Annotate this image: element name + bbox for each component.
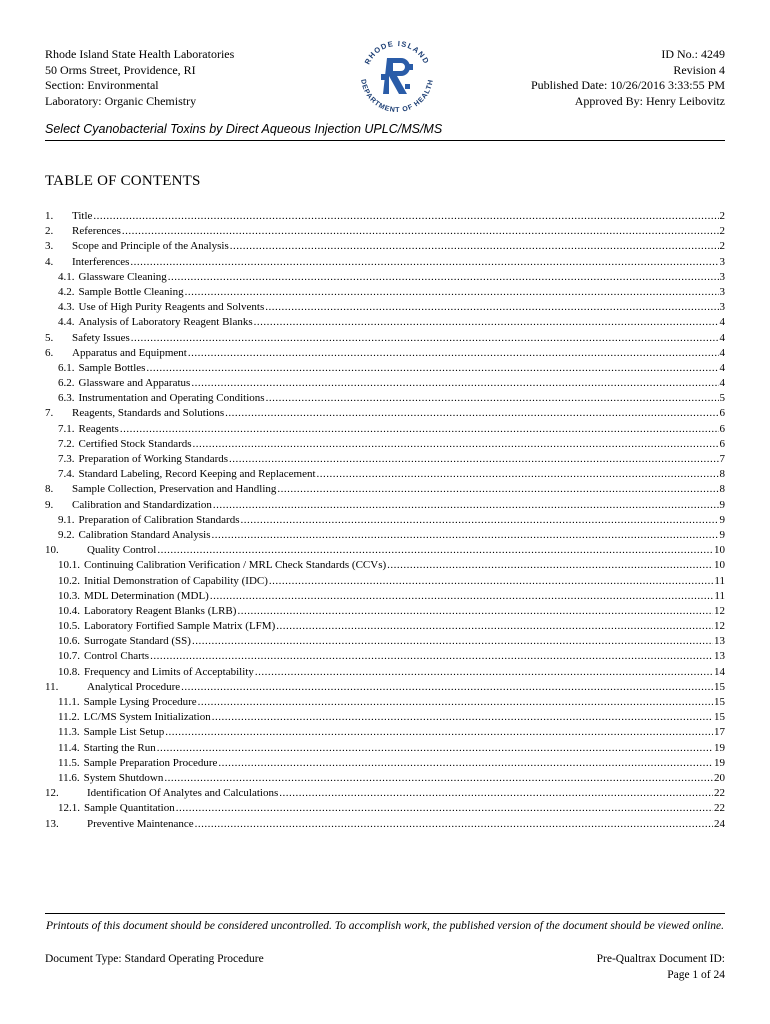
id-number: ID No.: 4249 — [661, 47, 725, 61]
toc-entry[interactable] — [45, 376, 725, 391]
toc-dot-leader — [185, 285, 719, 300]
toc-entry-page: 3 — [719, 301, 725, 314]
toc-entry-number: 10.8. — [58, 665, 80, 678]
toc-entry[interactable] — [45, 665, 725, 680]
toc-entry-title: Laboratory Fortified Sample Matrix (LFM) — [84, 620, 276, 633]
toc-entry[interactable] — [45, 300, 725, 315]
toc-entry[interactable] — [45, 224, 725, 239]
toc-dot-leader — [317, 467, 719, 482]
footer-divider — [45, 913, 725, 914]
toc-dot-leader — [193, 437, 719, 452]
toc-dot-leader — [195, 817, 713, 832]
toc-entry-title: Starting the Run — [83, 741, 156, 754]
toc-entry-number: 9.1. — [58, 513, 75, 526]
toc-dot-leader — [192, 634, 713, 649]
toc-entry[interactable] — [45, 589, 725, 604]
revision: Revision 4 — [673, 62, 725, 77]
toc-entry-title: MDL Determination (MDL) — [84, 589, 209, 602]
toc-entry-page: 4 — [719, 316, 725, 329]
toc-entry-page: 22 — [714, 802, 725, 815]
toc-entry[interactable] — [45, 741, 725, 756]
footer-disclaimer: Printouts of this document should be considered uncontrolled. To accomplish work, the published version of the document should be viewed online. — [45, 920, 725, 932]
toc-entry-number: 10.2. — [58, 574, 80, 587]
toc-entry-number: 4. — [45, 255, 54, 268]
toc-entry-page: 7 — [719, 453, 725, 465]
toc-entry-page: 11 — [714, 589, 725, 602]
approved-by: Approved By: Henry Leibovitz — [574, 93, 725, 108]
toc-entry-number: 4.2. — [58, 285, 75, 298]
toc-entry[interactable] — [45, 361, 725, 376]
toc-entry-number: 2. — [45, 225, 54, 238]
toc-entry-page: 12 — [714, 620, 725, 633]
toc-dot-leader — [157, 543, 713, 558]
toc-dot-leader — [255, 665, 713, 680]
toc-entry-title: System Shutdown — [83, 771, 164, 784]
pre-qualtrax-id: Pre-Qualtrax Document ID: — [596, 953, 725, 965]
toc-entry-number: 5. — [45, 331, 54, 344]
toc-entry[interactable] — [45, 437, 725, 452]
toc-entry-title: Use of High Purity Reagents and Solvents — [78, 301, 265, 314]
toc-entry-title: Reagents, Standards and Solutions — [72, 407, 225, 420]
toc-dot-leader — [225, 406, 718, 421]
toc-entry-page: 20 — [714, 771, 725, 784]
toc-entry-number: 7. — [45, 407, 54, 420]
toc-entry[interactable] — [45, 649, 725, 664]
toc-dot-leader — [188, 346, 719, 361]
toc-entry-title: Sample Lysing Procedure — [83, 696, 197, 708]
toc-entry-page: 19 — [714, 741, 725, 754]
toc-entry[interactable] — [45, 528, 725, 543]
toc-entry-title: Laboratory Reagent Blanks (LRB) — [84, 604, 237, 617]
toc-entry-number: 13. — [45, 817, 59, 830]
toc-entry-title: Certified Stock Standards — [78, 437, 192, 450]
toc-entry-number: 7.1. — [58, 422, 75, 435]
toc-dot-leader — [211, 528, 718, 543]
toc-dot-leader — [165, 725, 713, 740]
toc-entry-number: 1. — [45, 210, 54, 222]
toc-entry-page: 2 — [719, 210, 725, 222]
toc-entry-title: Preparation of Working Standards — [78, 453, 229, 465]
toc-entry-number: 11.2. — [58, 711, 80, 724]
toc-entry-number: 9.2. — [58, 528, 75, 541]
toc-entry[interactable] — [45, 331, 725, 346]
toc-dot-leader — [146, 361, 718, 376]
header-lab-info — [45, 47, 234, 109]
org-name: Rhode Island State Health Laboratories — [45, 47, 235, 61]
toc-dot-leader — [150, 649, 713, 664]
toc-entry-title: Apparatus and Equipment — [72, 346, 187, 359]
toc-entry-page: 13 — [714, 635, 725, 648]
toc-entry-title: Sample Bottles — [78, 361, 146, 374]
toc-entry-title: Instrumentation and Operating Conditions — [78, 392, 265, 405]
toc-dot-leader — [213, 498, 719, 513]
toc-entry-number: 6.2. — [58, 377, 75, 390]
toc-entry-title: LC/MS System Initialization — [83, 711, 211, 724]
table-of-contents — [45, 209, 725, 832]
toc-entry[interactable] — [45, 391, 725, 406]
toc-entry[interactable] — [45, 695, 725, 710]
toc-dot-leader — [198, 695, 713, 710]
document-title: Select Cyanobacterial Toxins by Direct Aqueous Injection UPLC/MS/MS — [45, 122, 443, 136]
toc-entry-page: 3 — [719, 255, 725, 268]
svg-text:RHODE ISLAND: RHODE ISLAND — [362, 38, 432, 66]
toc-entry-number: 7.2. — [58, 437, 75, 450]
toc-entry[interactable] — [45, 209, 725, 224]
toc-dot-leader — [241, 513, 719, 528]
toc-entry-title: Sample Bottle Cleaning — [78, 285, 184, 298]
toc-entry[interactable] — [45, 498, 725, 513]
toc-entry[interactable] — [45, 422, 725, 437]
toc-entry-title: Standard Labeling, Record Keeping and Replacement — [78, 468, 316, 481]
toc-entry-title: Preventive Maintenance — [87, 817, 194, 830]
toc-entry-title: Reagents — [78, 422, 119, 435]
toc-entry-title: Initial Demonstration of Capability (IDC) — [84, 574, 268, 587]
toc-entry-page: 4 — [719, 377, 725, 390]
toc-entry-number: 4.1. — [58, 270, 75, 283]
toc-entry-page: 2 — [719, 225, 725, 238]
toc-entry-number: 11. — [45, 680, 59, 693]
toc-entry-number: 6.1. — [58, 361, 75, 374]
toc-entry-page: 12 — [714, 604, 725, 617]
toc-entry[interactable] — [45, 270, 725, 285]
org-address: 50 Orms Street, Providence, RI — [45, 62, 196, 77]
toc-entry[interactable] — [45, 786, 725, 801]
toc-dot-leader — [164, 771, 713, 786]
toc-entry-number: 10.6. — [58, 635, 80, 648]
toc-entry-title: Scope and Principle of the Analysis — [72, 240, 229, 253]
header-divider — [45, 140, 725, 141]
toc-entry-number: 4.4. — [58, 316, 75, 329]
toc-entry-number: 4.3. — [58, 301, 75, 314]
toc-entry-title: Continuing Calibration Verification / MRL Check Standards (CCVs) — [84, 559, 387, 572]
toc-dot-leader — [277, 482, 718, 497]
toc-entry-page: 6 — [719, 422, 725, 435]
toc-entry[interactable] — [45, 619, 725, 634]
toc-entry-number: 10.7. — [58, 650, 80, 663]
toc-entry-page: 22 — [714, 787, 725, 800]
toc-entry-page: 3 — [719, 270, 725, 283]
toc-dot-leader — [229, 452, 718, 467]
toc-entry-title: Surrogate Standard (SS) — [84, 635, 191, 648]
document-type: Document Type: Standard Operating Procedure — [45, 953, 264, 965]
toc-entry-page: 13 — [714, 650, 725, 663]
toc-dot-leader — [276, 619, 713, 634]
toc-dot-leader — [122, 224, 719, 239]
toc-entry-page: 9 — [719, 498, 725, 511]
toc-dot-leader — [176, 801, 713, 816]
toc-entry-page: 5 — [719, 392, 725, 405]
toc-dot-leader — [181, 680, 713, 695]
toc-entry-number: 12. — [45, 787, 59, 800]
svg-text:DEPARTMENT OF HEALTH: DEPARTMENT OF HEALTH — [359, 78, 435, 115]
toc-entry-page: 4 — [719, 361, 725, 374]
page-number: Page 1 of 24 — [667, 968, 725, 981]
toc-dot-leader — [269, 574, 714, 589]
toc-entry[interactable] — [45, 346, 725, 361]
toc-entry-title: Control Charts — [84, 650, 150, 663]
toc-entry-page: 8 — [719, 483, 725, 496]
laboratory: Laboratory: Organic Chemistry — [45, 93, 197, 108]
toc-entry[interactable] — [45, 467, 725, 482]
toc-entry-page: 4 — [719, 331, 725, 344]
toc-dot-leader — [130, 255, 718, 270]
toc-entry-title: Analytical Procedure — [87, 680, 181, 693]
toc-entry-page: 8 — [719, 468, 725, 481]
toc-dot-leader — [265, 300, 718, 315]
toc-dot-leader — [279, 786, 713, 801]
toc-entry[interactable] — [45, 817, 725, 832]
toc-entry-title: Sample List Setup — [83, 726, 165, 739]
toc-entry-number: 10.1. — [58, 559, 80, 572]
toc-entry-number: 11.6. — [58, 771, 80, 784]
toc-entry[interactable] — [45, 406, 725, 421]
toc-entry-number: 12.1. — [58, 802, 80, 815]
toc-entry-page: 17 — [714, 726, 725, 739]
header-doc-info — [531, 47, 725, 109]
toc-entry[interactable] — [45, 801, 725, 816]
toc-entry-title: Frequency and Limits of Acceptability — [84, 665, 254, 678]
toc-entry-title: Sample Collection, Preservation and Handling — [72, 483, 277, 496]
toc-dot-leader — [93, 209, 718, 224]
toc-entry-title: Calibration Standard Analysis — [78, 528, 211, 541]
toc-dot-leader — [212, 710, 713, 725]
toc-dot-leader — [157, 741, 713, 756]
section: Section: Environmental — [45, 78, 159, 92]
toc-dot-leader — [191, 376, 718, 391]
toc-entry-page: 6 — [719, 407, 725, 420]
toc-entry[interactable] — [45, 771, 725, 786]
toc-entry-number: 11.4. — [58, 741, 80, 754]
toc-entry-number: 7.4. — [58, 468, 75, 481]
toc-entry[interactable] — [45, 725, 725, 740]
toc-dot-leader — [254, 315, 719, 330]
toc-entry[interactable] — [45, 558, 725, 573]
toc-dot-leader — [120, 422, 719, 437]
toc-entry-page: 15 — [714, 696, 725, 708]
toc-entry-title: Sample Quantitation — [84, 802, 175, 815]
toc-entry-page: 3 — [719, 285, 725, 298]
toc-entry-page: 9 — [719, 528, 725, 541]
ri-department-of-health-seal-logo — [355, 34, 439, 118]
toc-entry[interactable] — [45, 680, 725, 695]
toc-entry-number: 11.3. — [58, 726, 80, 739]
footer-right — [597, 952, 725, 983]
toc-dot-leader — [218, 756, 713, 771]
toc-entry[interactable] — [45, 710, 725, 725]
toc-entry[interactable] — [45, 482, 725, 497]
toc-entry-title: Identification Of Analytes and Calculations — [87, 787, 279, 800]
toc-entry-page: 24 — [714, 817, 725, 830]
toc-dot-leader — [210, 589, 714, 604]
toc-entry-page: 4 — [719, 346, 725, 359]
toc-dot-leader — [168, 270, 719, 285]
toc-entry[interactable] — [45, 239, 725, 254]
toc-entry-number: 6. — [45, 346, 54, 359]
toc-entry-page: 10 — [714, 544, 725, 557]
toc-entry-number: 8. — [45, 483, 54, 496]
toc-dot-leader — [237, 604, 713, 619]
toc-entry-title: Interferences — [72, 255, 130, 268]
toc-entry-title: Sample Preparation Procedure — [83, 756, 218, 769]
toc-dot-leader — [387, 558, 713, 573]
toc-entry-page: 2 — [719, 240, 725, 253]
toc-entry[interactable] — [45, 604, 725, 619]
toc-entry-page: 15 — [714, 711, 725, 724]
toc-entry-number: 10.5. — [58, 620, 80, 633]
toc-entry-number: 10.4. — [58, 604, 80, 617]
toc-entry-title: Quality Control — [87, 544, 157, 557]
toc-entry-title: Glassware and Apparatus — [78, 377, 191, 390]
toc-entry-title: Title — [72, 210, 93, 222]
toc-dot-leader — [131, 331, 719, 346]
toc-entry[interactable] — [45, 513, 725, 528]
toc-entry[interactable] — [45, 543, 725, 558]
toc-entry-title: References — [72, 225, 121, 238]
toc-entry-title: Glassware Cleaning — [78, 270, 167, 283]
toc-entry-page: 9 — [719, 513, 725, 526]
toc-entry-page: 15 — [714, 680, 725, 693]
toc-entry-number: 11.5. — [58, 756, 80, 769]
toc-entry-title: Calibration and Standardization — [72, 498, 212, 511]
toc-entry[interactable] — [45, 574, 725, 589]
toc-entry-number: 9. — [45, 498, 54, 511]
toc-entry[interactable] — [45, 452, 725, 467]
toc-entry-page: 19 — [714, 756, 725, 769]
toc-heading: TABLE OF CONTENTS — [45, 173, 201, 189]
toc-entry[interactable] — [45, 255, 725, 270]
toc-entry-page: 11 — [714, 574, 725, 587]
toc-entry[interactable] — [45, 756, 725, 771]
toc-entry[interactable] — [45, 285, 725, 300]
toc-entry-title: Safety Issues — [72, 331, 130, 344]
toc-entry-number: 7.3. — [58, 453, 75, 465]
published-date: Published Date: 10/26/2016 3:33:55 PM — [530, 78, 725, 92]
toc-entry-page: 14 — [714, 665, 725, 678]
toc-entry-title: Preparation of Calibration Standards — [78, 513, 240, 526]
toc-entry[interactable] — [45, 315, 725, 330]
toc-entry-number: 10.3. — [58, 589, 80, 602]
toc-entry-title: Analysis of Laboratory Reagent Blanks — [78, 316, 253, 329]
toc-dot-leader — [230, 239, 719, 254]
toc-entry-number: 11.1. — [58, 696, 80, 708]
toc-dot-leader — [266, 391, 719, 406]
toc-entry-page: 10 — [714, 559, 725, 572]
toc-entry-number: 6.3. — [58, 392, 75, 405]
toc-entry[interactable] — [45, 634, 725, 649]
toc-entry-number: 3. — [45, 240, 54, 253]
toc-entry-page: 6 — [719, 437, 725, 450]
toc-entry-number: 10. — [45, 544, 59, 557]
